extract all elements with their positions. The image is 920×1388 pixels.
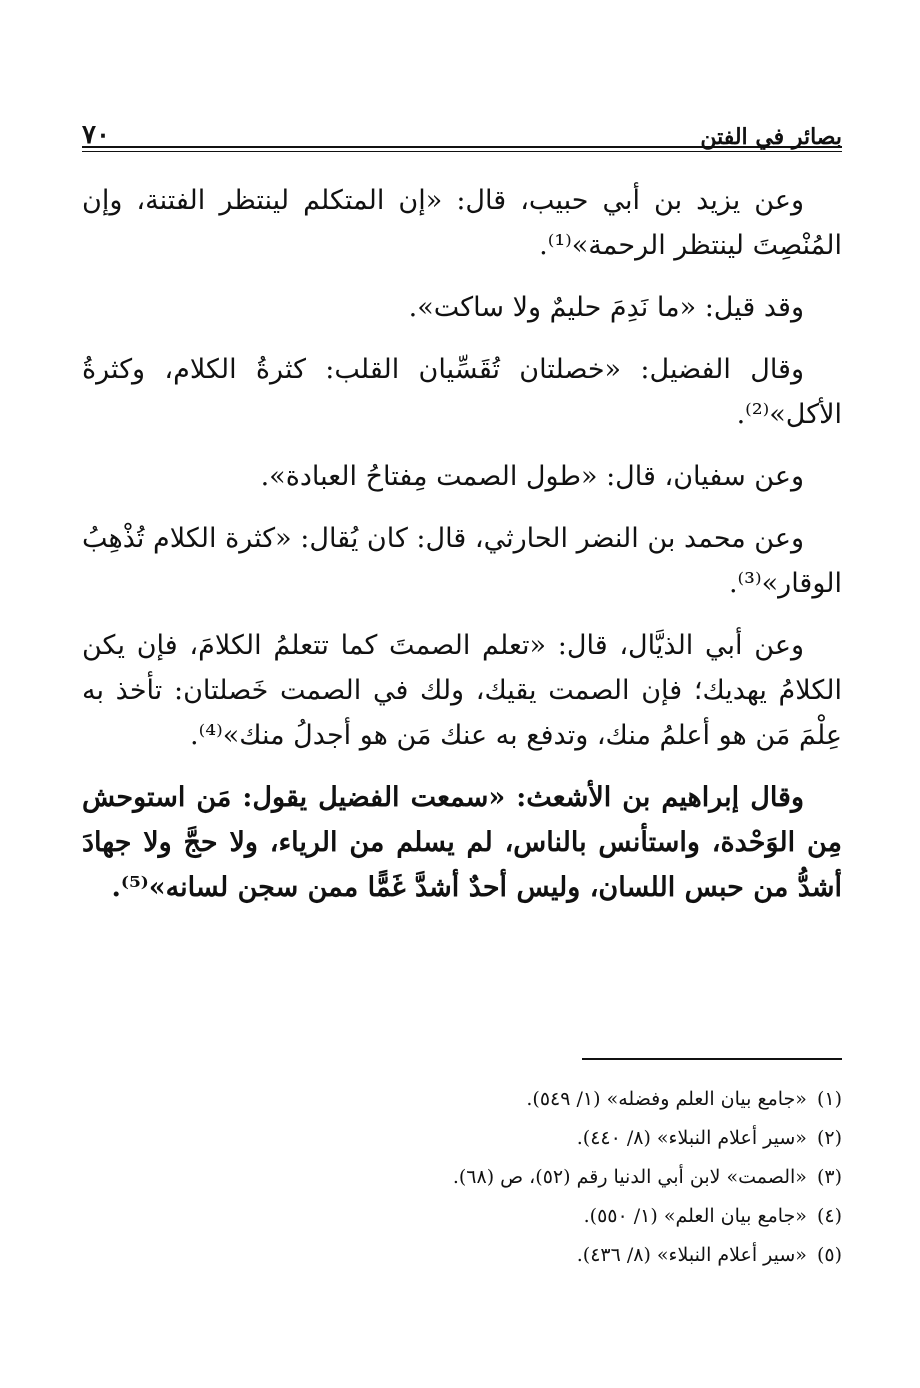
footnote: [82, 1158, 842, 1197]
paragraph: وعن أبي الذيَّال، قال: «تعلم الصمتَ كما تتعلمُ الكلامَ، فإن يكن الكلامُ يهديك؛ فإن الصمت يقيك، ولك في الصمت خَصلتان: تأخذ به عِلْمَ مَن هو أعلمُ منك، وتدفع به عنك مَن هو أجدلُ منك»⁽⁴⁾.: [82, 630, 842, 751]
footnote-text: «سير أعلام النبلاء» (٨/ ٤٤٠).: [576, 1127, 807, 1149]
footnote-number: (٢): [816, 1127, 842, 1149]
footnote-number: (٤): [816, 1205, 842, 1227]
paragraph: وقال إبراهيم بن الأشعث: «سمعت الفضيل يقول: مَن استوحش مِن الوَحْدة، واستأنس بالناس، لم يسلم من الرياء، ولا حجَّ ولا جهادَ أشدُّ من حبس اللسان، وليس أحدٌ أشدَّ غَمًّا ممن سجن لسانه»⁽⁵⁾.: [82, 782, 842, 903]
page-header: [82, 108, 842, 148]
paragraph: وعن محمد بن النضر الحارثي، قال: كان يُقال: «كثرة الكلام تُذْهِبُ الوقار»⁽³⁾.: [82, 523, 842, 599]
footnote-text: «جامع بيان العلم» (١/ ٥٥٠).: [583, 1205, 807, 1227]
running-title: بصائر في الفتن: [700, 124, 842, 150]
footnote-number: (٣): [816, 1166, 842, 1188]
footnote-text: «سير أعلام النبلاء» (٨/ ٤٣٦).: [576, 1244, 807, 1266]
footnote-number: (١): [816, 1088, 842, 1110]
paragraph: وقد قيل: «ما نَدِمَ حليمٌ ولا ساكت».: [408, 292, 804, 323]
page-number: ٧٠: [82, 120, 110, 150]
footnote-text: «جامع بيان العلم وفضله» (١/ ٥٤٩).: [526, 1088, 807, 1110]
paragraph: وعن يزيد بن أبي حبيب، قال: «إن المتكلم لينتظر الفتنة، وإن المُنْصِتَ لينتظر الرحمة»⁽¹⁾.: [82, 185, 842, 261]
paragraph: وعن سفيان، قال: «طول الصمت مِفتاحُ العبادة».: [260, 461, 804, 492]
footnotes: [82, 1080, 842, 1275]
footnote: [82, 1197, 842, 1236]
footnote: [82, 1236, 842, 1275]
footnote-separator: [582, 1058, 842, 1060]
footnote-text: «الصمت» لابن أبي الدنيا رقم (٥٢)، ص (٦٨).: [452, 1166, 807, 1188]
footnote: [82, 1080, 842, 1119]
header-rule-thin: [82, 151, 842, 152]
header-rule: [82, 146, 842, 148]
footnote-number: (٥): [816, 1244, 842, 1266]
paragraph: وقال الفضيل: «خصلتان تُقَسِّيان القلب: كثرةُ الكلام، وكثرةُ الأكل»⁽²⁾.: [82, 354, 842, 430]
footnote: [82, 1119, 842, 1158]
body-text: [82, 178, 842, 927]
